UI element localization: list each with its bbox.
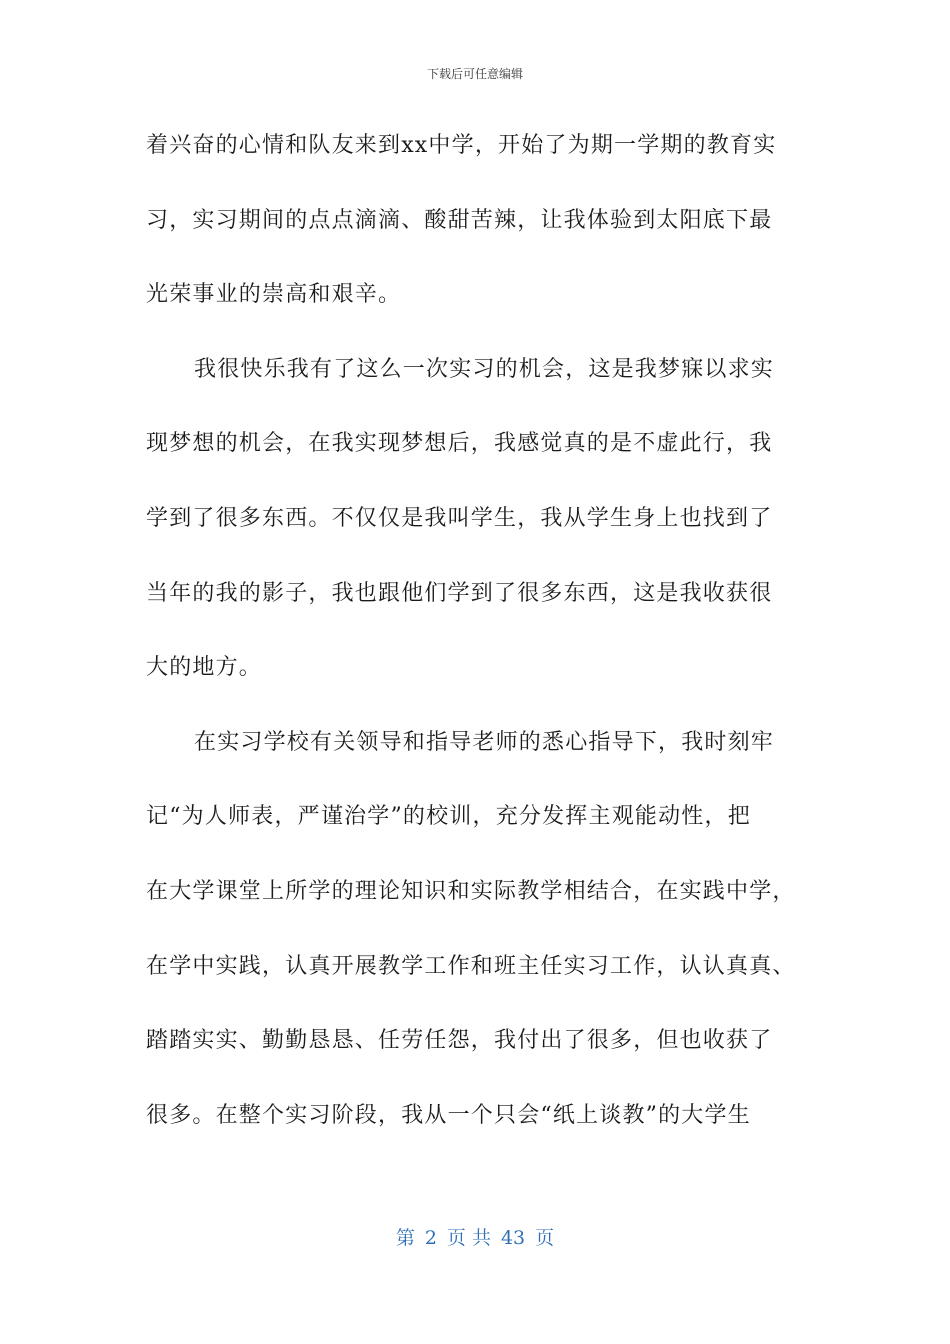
page-header: 下载后可任意编辑 bbox=[426, 67, 523, 81]
current-page-number: 2 bbox=[424, 1227, 437, 1249]
body-line-4: 我很快乐我有了这么一次实习的机会，这是我梦寐以求实 bbox=[194, 356, 775, 382]
body-line-11: 在大学课堂上所学的理论知识和实际教学相结合，在实践中学， bbox=[146, 878, 796, 904]
total-pages-number: 43 bbox=[500, 1227, 526, 1249]
body-line-5: 现梦想的机会，在我实现梦想后，我感觉真的是不虚此行，我 bbox=[146, 431, 773, 457]
body-line-3: 光荣事业的崇高和艰辛。 bbox=[146, 282, 402, 308]
body-line-2: 习，实习期间的点点滴滴、酸甜苦辣，让我体验到太阳底下最 bbox=[146, 207, 773, 233]
page-label-suffix: 页 bbox=[535, 1227, 555, 1249]
body-line-8: 大的地方。 bbox=[146, 655, 263, 681]
body-line-13: 踏踏实实、勤勤恳恳、任劳任怨，我付出了很多，但也收获了 bbox=[146, 1028, 773, 1054]
page-label-middle: 页 共 bbox=[446, 1227, 491, 1249]
page-footer bbox=[0, 1226, 950, 1250]
body-line-12: 在学中实践，认真开展教学工作和班主任实习工作，认认真真、 bbox=[146, 953, 796, 979]
page-label-prefix: 第 bbox=[395, 1227, 415, 1249]
body-line-7: 当年的我的影子，我也跟他们学到了很多东西，这是我收获很 bbox=[146, 580, 773, 606]
document-body bbox=[146, 120, 806, 1164]
body-line-10: 记“为人师表，严谨治学”的校训，充分发挥主观能动性，把 bbox=[146, 804, 751, 830]
body-line-6: 学到了很多东西。不仅仅是我叫学生，我从学生身上也找到了 bbox=[146, 505, 773, 531]
body-line-1: 着兴奋的心情和队友来到xx中学，开始了为期一学期的教育实 bbox=[146, 133, 777, 158]
body-line-9: 在实习学校有关领导和指导老师的悉心指导下，我时刻牢 bbox=[194, 729, 775, 755]
body-line-14: 很多。在整个实习阶段，我从一个只会“纸上谈教”的大学生 bbox=[146, 1102, 751, 1128]
